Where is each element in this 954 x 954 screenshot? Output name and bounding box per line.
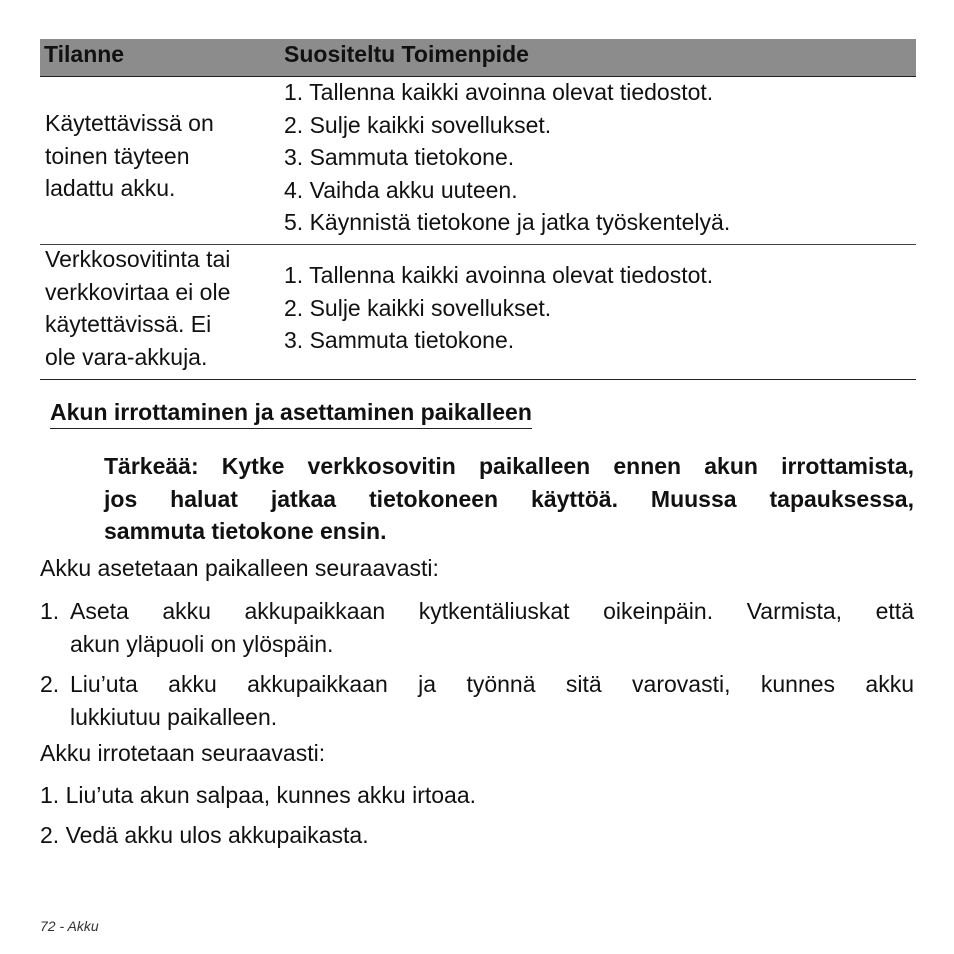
table-row (40, 77, 916, 245)
situation-line: käytettävissä. Ei (45, 311, 212, 337)
situation-cell (45, 107, 277, 205)
insert-intro: Akku asetetaan paikalleen seuraavasti: (40, 555, 439, 581)
page-footer: 72 - Akku (40, 918, 99, 934)
action-item: 4. Vaihda akku uuteen. (284, 176, 518, 203)
situation-line: Käytettävissä on (45, 110, 214, 136)
situation-line: verkkovirtaa ei ole (45, 278, 231, 305)
header-situation: Tilanne (44, 41, 125, 67)
action-item: 5. Käynnistä tietokone ja jatka työskentelyä. (284, 209, 731, 235)
important-line: sammuta tietokone ensin. (104, 518, 387, 544)
action-item: 2. Sulje kaikki sovellukset. (284, 294, 552, 321)
action-item: 1. Tallenna kaikki avoinna olevat tiedostot. (284, 262, 714, 288)
step-text: Liu’uta akku akkupaikkaan ja työnnä sitä varovasti, kunnes akku (70, 671, 914, 697)
actions-cell (284, 76, 914, 239)
step-number: 2. (40, 671, 60, 697)
step-number: 1. (40, 598, 60, 624)
situation-line: ole vara-akkuja. (45, 343, 208, 370)
important-note (104, 450, 914, 548)
step-text: akun yläpuoli on ylöspäin. (70, 630, 334, 657)
situation-line: ladattu akku. (45, 175, 176, 201)
remove-intro: Akku irrotetaan seuraavasti: (40, 740, 326, 766)
actions-cell (284, 259, 914, 357)
insert-step (40, 668, 914, 733)
action-item: 1. Tallenna kaikki avoinna olevat tiedostot. (284, 79, 714, 105)
table-header (40, 39, 916, 77)
remove-step: 2. Vedä akku ulos akkupaikasta. (40, 822, 369, 848)
situation-cell (45, 243, 277, 373)
action-item: 3. Sammuta tietokone. (284, 144, 515, 170)
section-heading: Akun irrottaminen ja asettaminen paikalleen (50, 399, 532, 429)
important-line: Tärkeää: Kytke verkkosovitin paikalleen ennen akun irrottamista, (104, 453, 914, 479)
step-text: Aseta akku akkupaikkaan kytkentäliuskat oikeinpäin. Varmista, että (70, 598, 914, 624)
step-text: lukkiutuu paikalleen. (70, 703, 278, 730)
situation-line: Verkkosovitinta tai (45, 246, 231, 272)
important-line: jos haluat jatkaa tietokoneen käyttöä. Muussa tapauksessa, (104, 485, 914, 512)
action-item: 2. Sulje kaikki sovellukset. (284, 111, 552, 138)
remove-step: 1. Liu’uta akun salpaa, kunnes akku irtoaa. (40, 782, 477, 808)
insert-step (40, 595, 914, 660)
recommendation-table (40, 39, 916, 380)
table-row (40, 245, 916, 380)
action-item: 3. Sammuta tietokone. (284, 327, 515, 353)
header-recommended-action: Suositeltu Toimenpide (284, 41, 529, 67)
situation-line: toinen täyteen (45, 142, 190, 169)
